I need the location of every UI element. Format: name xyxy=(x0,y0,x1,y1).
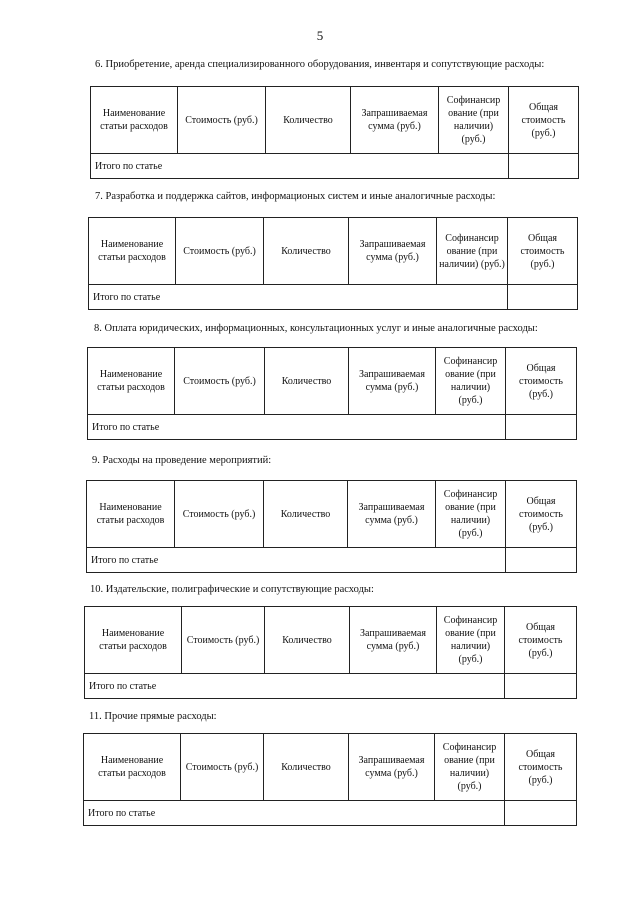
budget-table xyxy=(88,217,578,310)
col-header-item-name: Наименование статьи расходов xyxy=(85,607,182,674)
col-header-item-name: Наименование статьи расходов xyxy=(88,348,175,415)
total-label: Итого по статье xyxy=(88,415,506,440)
col-header-quantity: Количество xyxy=(264,734,349,801)
col-header-cost: Стоимость (руб.) xyxy=(178,87,266,154)
col-header-requested-sum: Запрашиваемая сумма (руб.) xyxy=(349,348,436,415)
section-title: 10. Издательские, полиграфические и сопутствующие расходы: xyxy=(90,584,374,595)
col-header-requested-sum: Запрашиваемая сумма (руб.) xyxy=(349,734,435,801)
col-header-cost: Стоимость (руб.) xyxy=(175,348,265,415)
col-header-requested-sum: Запрашиваемая сумма (руб.) xyxy=(348,481,436,548)
budget-table xyxy=(87,347,577,440)
section-title: 8. Оплата юридических, информационных, консультационных услуг и иные аналогичные расходы: xyxy=(94,323,538,334)
table-header-row xyxy=(85,607,577,674)
budget-table xyxy=(83,733,577,826)
total-label: Итого по статье xyxy=(89,285,508,310)
total-value-cell[interactable] xyxy=(506,548,577,573)
budget-table xyxy=(86,480,577,573)
page-number: 5 xyxy=(316,28,324,43)
total-row xyxy=(91,154,579,179)
col-header-total-cost: Общая стоимость (руб.) xyxy=(509,87,579,154)
col-header-cofinancing: Софинансир ование (при наличии) (руб.) xyxy=(436,481,506,548)
col-header-item-name: Наименование статьи расходов xyxy=(91,87,178,154)
table-header-row xyxy=(84,734,577,801)
table-header-row xyxy=(89,218,578,285)
col-header-quantity: Количество xyxy=(264,481,348,548)
budget-table xyxy=(90,86,579,179)
total-label: Итого по статье xyxy=(85,674,505,699)
col-header-total-cost: Общая стоимость (руб.) xyxy=(508,218,578,285)
total-row xyxy=(89,285,578,310)
col-header-cost: Стоимость (руб.) xyxy=(181,734,264,801)
total-row xyxy=(84,801,577,826)
total-value-cell[interactable] xyxy=(506,415,577,440)
col-header-cofinancing: Софинансир ование (при наличии) (руб.) xyxy=(436,348,506,415)
col-header-quantity: Количество xyxy=(265,348,349,415)
col-header-quantity: Количество xyxy=(266,87,351,154)
col-header-cofinancing: Софинансир ование (при наличии) (руб.) xyxy=(437,607,505,674)
section-title: 9. Расходы на проведение мероприятий: xyxy=(92,455,272,466)
total-row xyxy=(87,548,577,573)
col-header-requested-sum: Запрашиваемая сумма (руб.) xyxy=(349,218,437,285)
col-header-cofinancing: Софинансир ование (при наличии) (руб.) xyxy=(437,218,508,285)
table-header-row xyxy=(91,87,579,154)
col-header-cost: Стоимость (руб.) xyxy=(182,607,265,674)
total-value-cell[interactable] xyxy=(509,154,579,179)
table-header-row xyxy=(88,348,577,415)
total-value-cell[interactable] xyxy=(505,801,577,826)
col-header-requested-sum: Запрашиваемая сумма (руб.) xyxy=(350,607,437,674)
section-title: 7. Разработка и поддержка сайтов, информационых систем и иные аналогичные расходы: xyxy=(95,191,496,202)
col-header-item-name: Наименование статьи расходов xyxy=(84,734,181,801)
section-title: 11. Прочие прямые расходы: xyxy=(89,711,217,722)
col-header-total-cost: Общая стоимость (руб.) xyxy=(506,481,577,548)
col-header-quantity: Количество xyxy=(265,607,350,674)
total-value-cell[interactable] xyxy=(508,285,578,310)
col-header-total-cost: Общая стоимость (руб.) xyxy=(505,607,577,674)
total-row xyxy=(85,674,577,699)
col-header-cofinancing: Софинансир ование (при наличии) (руб.) xyxy=(435,734,505,801)
col-header-cost: Стоимость (руб.) xyxy=(176,218,264,285)
table-header-row xyxy=(87,481,577,548)
total-label: Итого по статье xyxy=(91,154,509,179)
total-label: Итого по статье xyxy=(84,801,505,826)
col-header-item-name: Наименование статьи расходов xyxy=(87,481,175,548)
col-header-item-name: Наименование статьи расходов xyxy=(89,218,176,285)
budget-table xyxy=(84,606,577,699)
col-header-total-cost: Общая стоимость (руб.) xyxy=(506,348,577,415)
col-header-total-cost: Общая стоимость (руб.) xyxy=(505,734,577,801)
total-row xyxy=(88,415,577,440)
col-header-cost: Стоимость (руб.) xyxy=(175,481,264,548)
col-header-quantity: Количество xyxy=(264,218,349,285)
col-header-requested-sum: Запрашиваемая сумма (руб.) xyxy=(351,87,439,154)
total-value-cell[interactable] xyxy=(505,674,577,699)
total-label: Итого по статье xyxy=(87,548,506,573)
col-header-cofinancing: Софинансир ование (при наличии) (руб.) xyxy=(439,87,509,154)
section-title: 6. Приобретение, аренда специализированного оборудования, инвентаря и сопутствующие расходы: xyxy=(95,59,545,70)
